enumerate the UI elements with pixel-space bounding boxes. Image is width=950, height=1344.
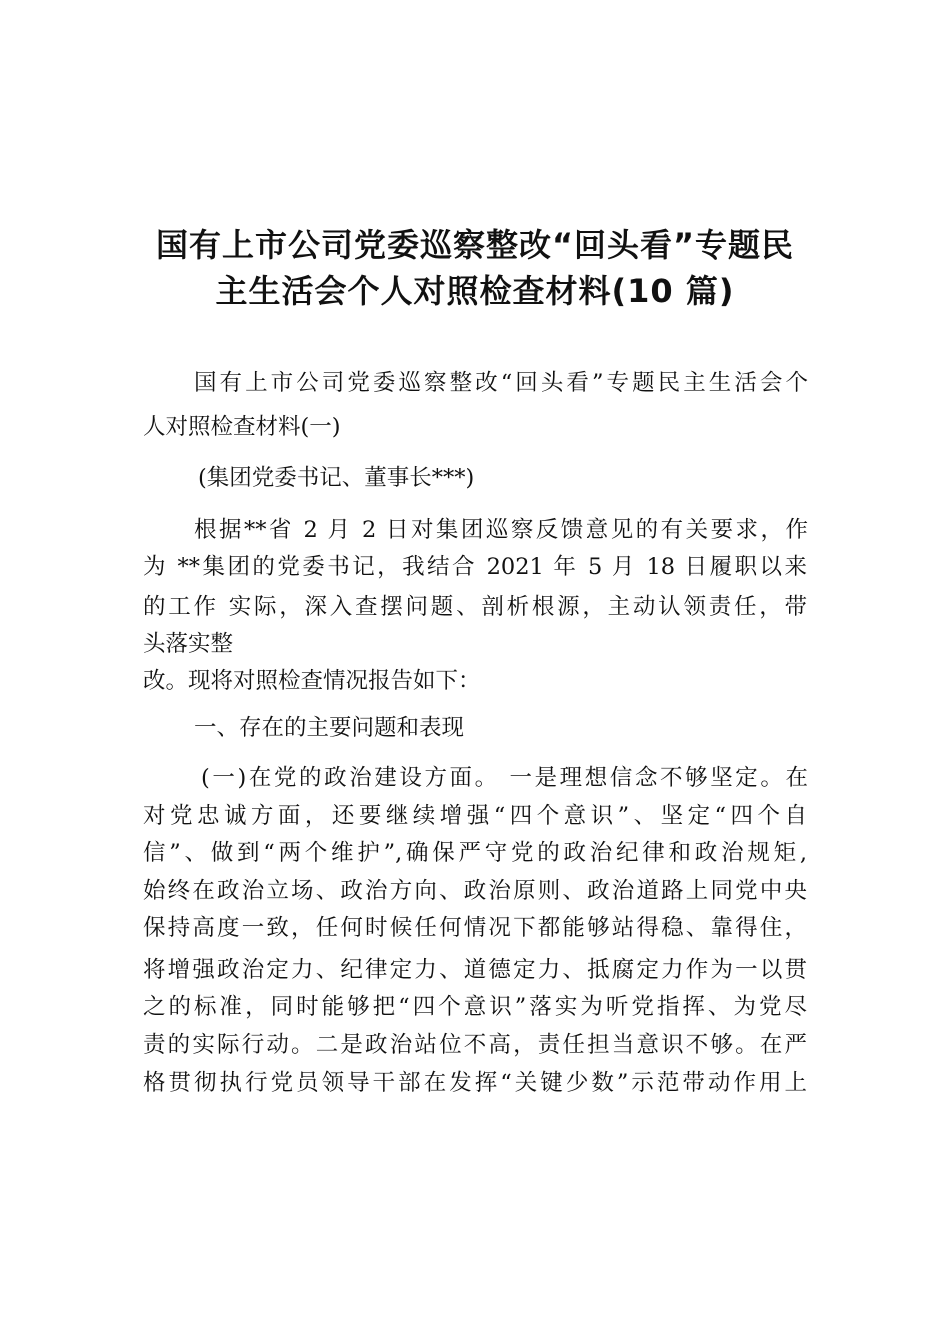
paragraph-line: 责的实际行动。二是政治站位不高，责任担当意识不够。在严 — [143, 1032, 807, 1058]
paragraph-line: 保持高度一致，任何时候任何情况下都能够站得稳、靠得住， — [143, 915, 807, 941]
paragraph-line: 头落实整 — [143, 631, 234, 657]
title-line-2: 主生活会个人对照检查材料(10 篇) — [215, 272, 735, 310]
paragraph-line: 为 **集团的党委书记，我结合 2021 年 5 月 18 日履职以来 — [143, 554, 807, 580]
paragraph-line: 将增强政治定力、纪律定力、道德定力、抵腐定力作为一以贯 — [143, 957, 807, 983]
paragraph-line: 对党忠诚方面，还要继续增强“四个意识”、坚定“四个自 — [143, 803, 807, 829]
paragraph-line: 格贯彻执行党员领导干部在发挥“关键少数”示范带动作用上 — [143, 1070, 807, 1096]
paragraph-line: 的工作 实际，深入查摆问题、剖析根源，主动认领责任，带 — [143, 594, 807, 620]
subtitle-line-1: 国有上市公司党委巡察整改“回头看”专题民主生活会个 — [194, 370, 808, 396]
subtitle-line-2: 人对照检查材料(一) — [143, 414, 341, 440]
section-heading: 一、存在的主要问题和表现 — [194, 715, 465, 741]
paragraph-line: 改。现将对照检查情况报告如下： — [143, 668, 481, 694]
title-line-1: 国有上市公司党委巡察整改“回头看”专题民 — [155, 226, 795, 264]
paragraph-line: 根据**省 2 月 2 日对集团巡察反馈意见的有关要求，作 — [194, 517, 808, 543]
paragraph-line: 之的标准，同时能够把“四个意识”落实为听党指挥、为党尽 — [143, 994, 807, 1020]
paragraph-line: 始终在政治立场、政治方向、政治原则、政治道路上同党中央 — [143, 878, 807, 904]
paragraph-line: 信”、做到“两个维护”,确保严守党的政治纪律和政治规矩, — [143, 840, 807, 866]
author-line: (集团党委书记、董事长***) — [198, 465, 475, 491]
document-title — [0, 222, 950, 314]
paragraph-line: (一)在党的政治建设方面。 一是理想信念不够坚定。在 — [201, 765, 808, 791]
